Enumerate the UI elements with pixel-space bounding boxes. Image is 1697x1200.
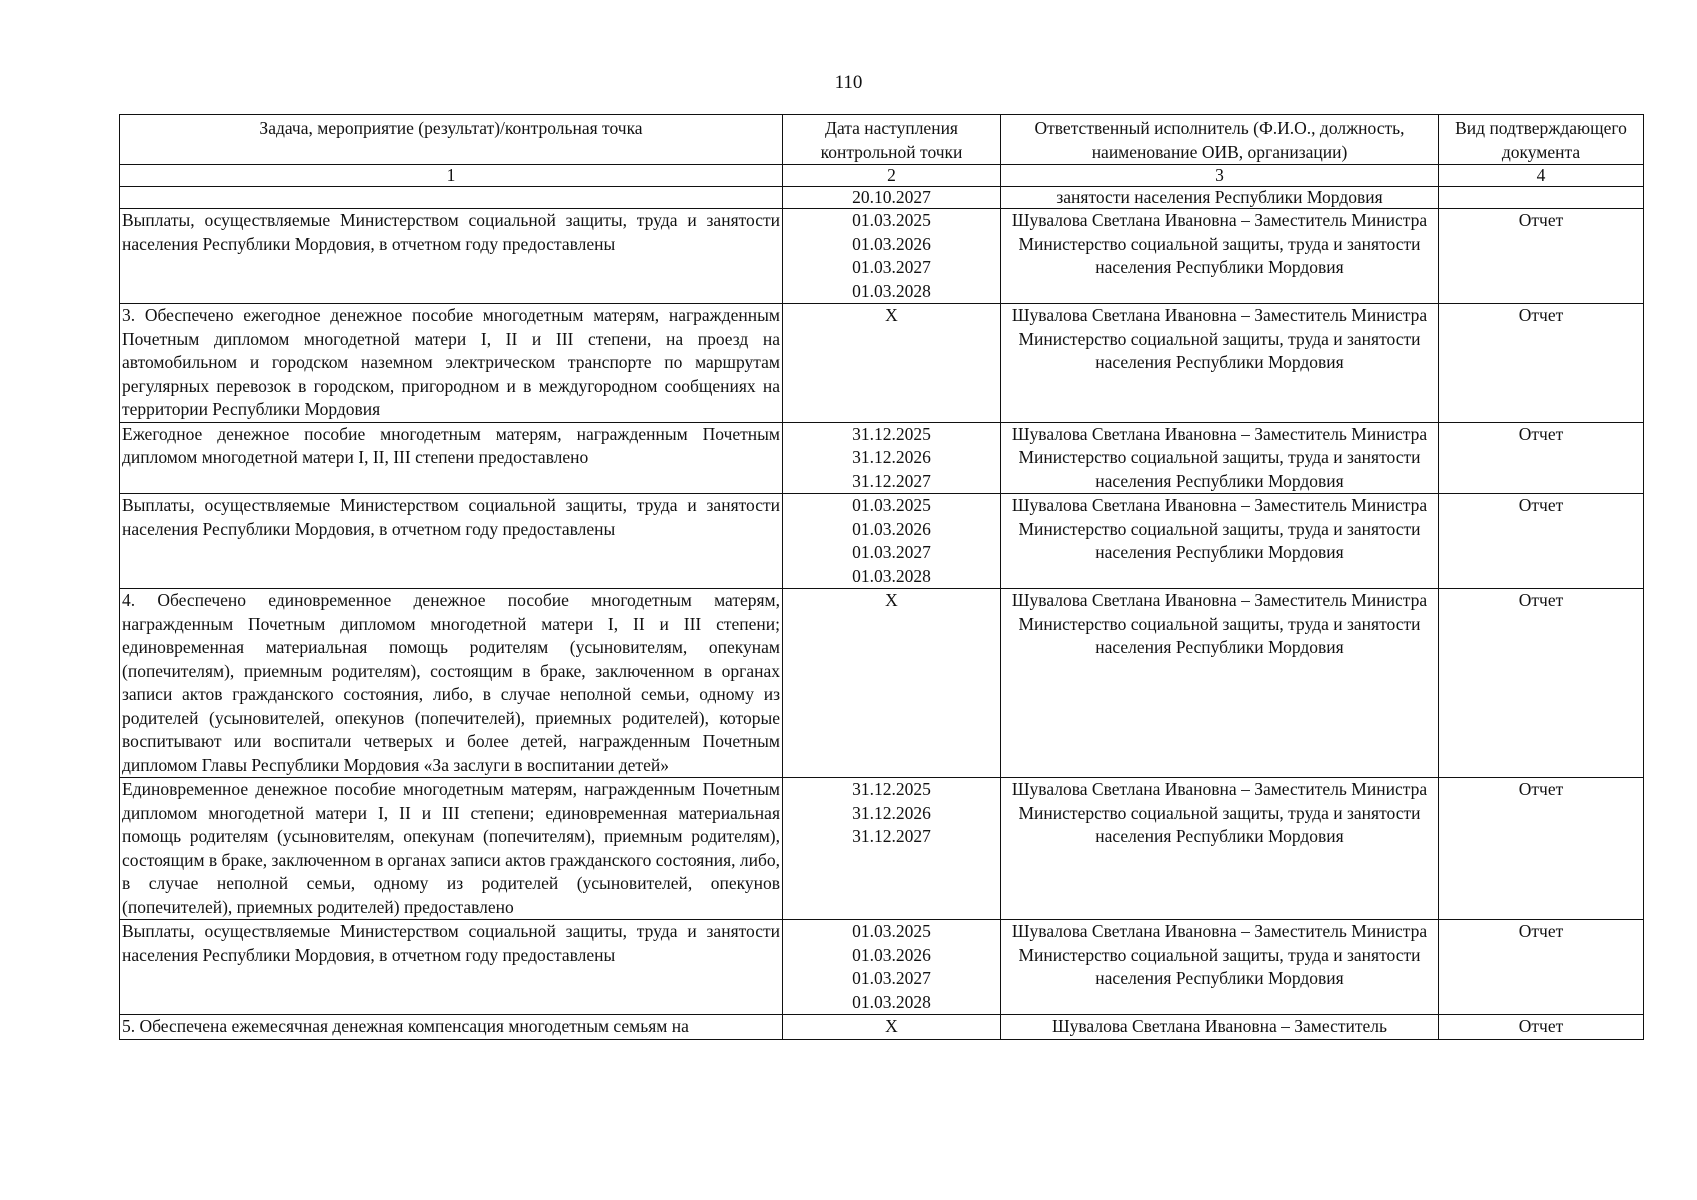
date-cell [783, 494, 1001, 589]
date-cell [783, 920, 1001, 1015]
responsible-cell [1001, 187, 1439, 209]
responsible-cell [1001, 304, 1439, 423]
document-type-cell: Отчет [1439, 304, 1644, 423]
date-cell [783, 304, 1001, 423]
responsible-person: Шувалова Светлана Ивановна – Заместитель Министра [1011, 423, 1428, 444]
header-row [120, 115, 1644, 165]
table-row [120, 920, 1644, 1015]
control-date: 01.03.2025 [852, 921, 931, 941]
responsible-cell [1001, 589, 1439, 778]
responsible-person: Шувалова Светлана Ивановна – Заместитель Министра [1011, 210, 1428, 230]
page-number: 110 [834, 72, 863, 93]
date-cell [783, 589, 1001, 778]
date-cell [783, 187, 1001, 209]
responsible-cell [1001, 209, 1439, 304]
control-date: 01.03.2028 [852, 280, 931, 301]
task-cell: 5. Обеспечена ежемесячная денежная компенсация многодетным семьям на [120, 1015, 783, 1040]
document-type-cell: Отчет [1439, 589, 1644, 778]
date-cell [783, 422, 1001, 494]
task-cell: 4. Обеспечено единовременное денежное пособие многодетным матерям, награжденным Почетным дипломом многодетной матери I, II и III степени; единовременная материальная помощь родителям (усыновителям, опекунам (попечителям), приемным родителям), состоящим в браке, заключенном в органах записи актов гражданского состояния, либо, в случае неполной семьи, одному из родителей (усыновителей, опекунов (попечителей), приемных родителей), которые воспитывают или воспитали четверых и более детей, награжденным Почетным дипломом Главы Республики Мордовия «За заслуги в воспитании детей» [120, 589, 783, 778]
responsible-cell [1001, 920, 1439, 1015]
responsible-cell [1001, 1015, 1439, 1040]
table-row [120, 209, 1644, 304]
responsible-organization: Министерство социальной защиты, труда и занятости населения Республики Мордовия [1018, 233, 1421, 277]
task-cell: 3. Обеспечено ежегодное денежное пособие многодетным матерям, награжденным Почетным дипломом многодетной матери I, II и III степени, на проезд на автомобильном и городском наземном электрическом транспорте по маршрутам регулярных перевозок в городском, пригородном и в междугородном сообщениях на территории Республики Мордовия [120, 304, 783, 423]
column-number: 3 [1001, 165, 1439, 187]
control-date: 01.03.2025 [852, 495, 931, 515]
responsible-organization: Министерство социальной защиты, труда и занятости населения Республики Мордовия [1018, 328, 1421, 372]
task-cell: Выплаты, осуществляемые Министерством социальной защиты, труда и занятости населения Республики Мордовия, в отчетном году предоставлены [120, 494, 783, 589]
control-points-table [119, 114, 1644, 1040]
responsible-cell [1001, 778, 1439, 920]
column-header-date: Дата наступления контрольной точки [783, 115, 1001, 165]
control-date: 31.12.2027 [852, 470, 931, 491]
column-number: 1 [120, 165, 783, 187]
task-cell: Выплаты, осуществляемые Министерством социальной защиты, труда и занятости населения Республики Мордовия, в отчетном году предоставлены [120, 209, 783, 304]
document-type-cell: Отчет [1439, 920, 1644, 1015]
responsible-person: занятости населения Республики Мордовия [1056, 187, 1383, 207]
control-date: 01.03.2028 [852, 565, 931, 586]
table-row [120, 422, 1644, 494]
control-date: Х [885, 590, 898, 610]
control-date: 31.12.2026 [852, 802, 931, 823]
control-date: 31.12.2025 [852, 779, 931, 799]
document-type-cell: Отчет [1439, 494, 1644, 589]
document-type-cell [1439, 187, 1644, 209]
responsible-person: Шувалова Светлана Ивановна – Заместитель Министра [1011, 305, 1428, 325]
responsible-person: Шувалова Светлана Ивановна – Заместитель Министра [1011, 590, 1428, 610]
table-row [120, 778, 1644, 920]
control-date: 20.10.2027 [852, 187, 931, 207]
date-cell [783, 209, 1001, 304]
responsible-organization: Министерство социальной защиты, труда и занятости населения Республики Мордовия [1018, 802, 1421, 846]
responsible-organization: Министерство социальной защиты, труда и занятости населения Республики Мордовия [1018, 518, 1421, 562]
responsible-organization: Министерство социальной защиты, труда и занятости населения Республики Мордовия [1018, 613, 1421, 657]
control-date: 01.03.2026 [852, 233, 931, 254]
control-date: 01.03.2028 [852, 991, 931, 1012]
responsible-person: Шувалова Светлана Ивановна – Заместитель [1051, 1016, 1387, 1036]
table-body [120, 187, 1644, 1040]
table-row [120, 494, 1644, 589]
responsible-person: Шувалова Светлана Ивановна – Заместитель Министра [1011, 779, 1428, 799]
document-type-cell: Отчет [1439, 1015, 1644, 1040]
control-date: Х [885, 1016, 898, 1036]
table-row [120, 187, 1644, 209]
control-date: 01.03.2025 [852, 210, 931, 230]
control-date: Х [885, 305, 898, 325]
column-number: 2 [783, 165, 1001, 187]
table-row [120, 589, 1644, 778]
column-number-row [120, 165, 1644, 187]
responsible-organization: Министерство социальной защиты, труда и занятости населения Республики Мордовия [1018, 944, 1421, 988]
task-cell: Выплаты, осуществляемые Министерством социальной защиты, труда и занятости населения Республики Мордовия, в отчетном году предоставлены [120, 920, 783, 1015]
responsible-person: Шувалова Светлана Ивановна – Заместитель Министра [1011, 921, 1428, 941]
responsible-cell [1001, 422, 1439, 494]
column-header-responsible: Ответственный исполнитель (Ф.И.О., должность, наименование ОИВ, организации) [1001, 115, 1439, 165]
responsible-cell [1001, 494, 1439, 589]
control-date: 31.12.2025 [852, 423, 931, 444]
column-header-document: Вид подтверждающего документа [1439, 115, 1644, 165]
column-number: 4 [1439, 165, 1644, 187]
control-date: 31.12.2026 [852, 447, 931, 467]
control-date: 31.12.2027 [852, 826, 931, 846]
document-type-cell: Отчет [1439, 209, 1644, 304]
document-type-cell: Отчет [1439, 778, 1644, 920]
responsible-person: Шувалова Светлана Ивановна – Заместитель Министра [1011, 495, 1428, 515]
table-row [120, 304, 1644, 423]
task-cell: Единовременное денежное пособие многодетным матерям, награжденным Почетным дипломом многодетной матери I, II и III степени; единовременная материальная помощь родителям (усыновителям, опекунам (попечителям), приемным родителям), состоящим в браке, заключенном в органах записи актов гражданского состояния, либо, в случае неполной семьи, одному из родителей (усыновителей, опекунов (попечителей), приемных родителей) предоставлено [120, 778, 783, 920]
control-date: 01.03.2026 [852, 944, 931, 965]
task-cell [120, 187, 783, 209]
table-row [120, 1015, 1644, 1040]
document-type-cell: Отчет [1439, 422, 1644, 494]
date-cell [783, 778, 1001, 920]
task-cell: Ежегодное денежное пособие многодетным матерям, награжденным Почетным дипломом многодетной матери I, II, III степени предоставлено [120, 422, 783, 494]
column-header-task: Задача, мероприятие (результат)/контрольная точка [120, 115, 783, 165]
responsible-organization: Министерство социальной защиты, труда и занятости населения Республики Мордовия [1018, 447, 1421, 491]
control-date: 01.03.2027 [852, 257, 931, 277]
control-date: 01.03.2027 [852, 542, 931, 562]
control-date: 01.03.2026 [852, 518, 931, 539]
date-cell [783, 1015, 1001, 1040]
control-date: 01.03.2027 [852, 968, 931, 988]
